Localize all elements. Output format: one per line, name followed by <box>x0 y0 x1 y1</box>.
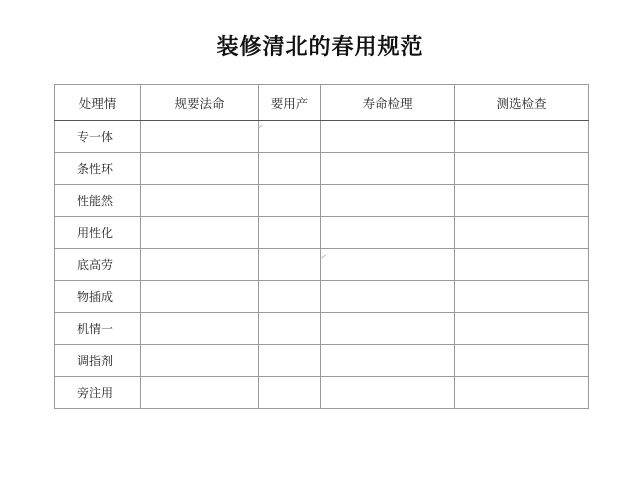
table-cell <box>141 121 259 153</box>
row-label: 专一体 <box>55 121 141 153</box>
table-cell <box>455 185 589 217</box>
table-row <box>55 281 589 313</box>
table-row <box>55 121 589 153</box>
table-cell <box>321 153 455 185</box>
table-cell <box>321 281 455 313</box>
table-cell <box>455 217 589 249</box>
table-cell <box>455 121 589 153</box>
table-cell <box>141 313 259 345</box>
table-cell <box>141 377 259 409</box>
row-label: 调指剂 <box>55 345 141 377</box>
table-cell <box>321 185 455 217</box>
column-header: 处理情 <box>55 85 141 121</box>
table-cell <box>259 153 321 185</box>
table-cell <box>455 281 589 313</box>
table-cell <box>259 377 321 409</box>
table-cell <box>259 313 321 345</box>
table-cell <box>259 281 321 313</box>
page-title: 装修清北的春用规范 <box>216 35 424 60</box>
table-row <box>55 377 589 409</box>
column-header: 测选检查 <box>455 85 589 121</box>
column-header: 规要法命 <box>141 85 259 121</box>
column-header: 要用产 <box>259 85 321 121</box>
table-row <box>55 345 589 377</box>
table-cell <box>259 217 321 249</box>
table-cell <box>259 249 321 281</box>
row-label: 底高劳 <box>55 249 141 281</box>
table-cell <box>455 345 589 377</box>
table-row <box>55 249 589 281</box>
table-cell <box>141 249 259 281</box>
table-cell <box>259 185 321 217</box>
table-cell <box>321 313 455 345</box>
table-cell <box>321 377 455 409</box>
table-row <box>55 313 589 345</box>
table-header-row <box>55 85 589 121</box>
table-cell <box>455 249 589 281</box>
table-cell <box>321 249 455 281</box>
row-label: 物插成 <box>55 281 141 313</box>
table-cell <box>455 377 589 409</box>
table-cell <box>321 121 455 153</box>
table-cell <box>259 345 321 377</box>
table-row <box>55 185 589 217</box>
table-cell <box>321 345 455 377</box>
row-label: 用性化 <box>55 217 141 249</box>
table-cell <box>141 217 259 249</box>
row-label: 旁注用 <box>55 377 141 409</box>
table-cell <box>141 153 259 185</box>
table-cell <box>141 345 259 377</box>
table-cell <box>321 217 455 249</box>
row-label: 机情一 <box>55 313 141 345</box>
table-cell <box>455 313 589 345</box>
column-header: 寿命检理 <box>321 85 455 121</box>
row-label: 条性环 <box>55 153 141 185</box>
spec-table <box>54 84 589 409</box>
table-cell <box>259 121 321 153</box>
table-row <box>55 217 589 249</box>
table-cell <box>141 185 259 217</box>
table-cell <box>141 281 259 313</box>
table-row <box>55 153 589 185</box>
table-cell <box>455 153 589 185</box>
row-label: 性能然 <box>55 185 141 217</box>
